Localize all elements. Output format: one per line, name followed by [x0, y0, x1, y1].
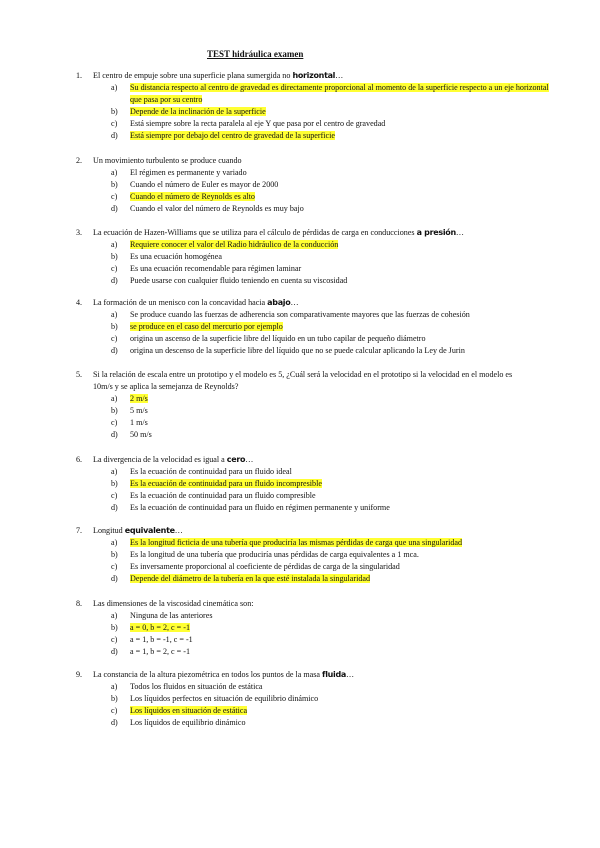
question-text: Si la relación de escala entre un prototipo y el modelo es 5, ¿Cuál será la velocidad en el prototipo si la velocidad en el modelo es 10m/s y se aplica la semejanza de Reynolds? — [93, 370, 513, 391]
question-text: La formación de un menisco con la concavidad hacia — [93, 298, 268, 307]
answer-option — [0, 502, 600, 514]
option-letter: a) — [111, 538, 118, 547]
option-letter: d) — [111, 276, 118, 285]
option-text: Puede usarse con cualquier fluido teniendo en cuenta su viscosidad — [130, 276, 348, 285]
option-letter: c) — [111, 562, 118, 571]
question-text: Las dimensiones de la viscosidad cinemática son: — [93, 599, 254, 608]
option-letter: c) — [111, 192, 118, 201]
answer-option — [0, 393, 600, 405]
option-list — [0, 537, 600, 585]
answer-option — [0, 561, 600, 573]
answer-option — [0, 490, 600, 502]
question-text: El centro de empuje sobre una superficie plana sumergida no — [93, 71, 293, 80]
option-letter: a) — [111, 310, 118, 319]
answer-option — [0, 321, 600, 333]
option-letter: a) — [111, 682, 118, 691]
answer-option — [0, 693, 600, 705]
answer-option — [0, 537, 600, 549]
answer-option — [0, 610, 600, 622]
option-letter: b) — [111, 550, 118, 559]
answer-option — [0, 179, 600, 191]
question-stem — [0, 155, 600, 167]
question-ellipsis: … — [455, 228, 464, 237]
option-text-highlighted: Es la longitud ficticia de una tubería que produciría las mismas pérdidas de carga que una singularidad — [130, 538, 463, 547]
question-number: 6. — [76, 455, 83, 464]
option-text: Es la ecuación de continuidad para un fluido ideal — [130, 467, 292, 476]
option-letter: b) — [111, 406, 118, 415]
option-text: origina un descenso de la superficie libre del líquido que no se puede calcular aplicando la Ley de Jurin — [130, 346, 465, 355]
option-letter: c) — [111, 334, 118, 343]
question-3 — [0, 227, 600, 287]
option-letter: a) — [111, 168, 118, 177]
option-letter: b) — [111, 694, 118, 703]
question-ellipsis: … — [174, 526, 183, 535]
question-ellipsis: … — [346, 670, 355, 679]
option-text: Cuando el valor del número de Reynolds es muy bajo — [130, 204, 304, 213]
question-stem — [0, 598, 600, 610]
question-keyword: cero — [226, 455, 246, 464]
question-4 — [0, 297, 600, 357]
option-text: Es una ecuación homogénea — [130, 252, 222, 261]
option-letter: b) — [111, 623, 118, 632]
option-letter: d) — [111, 430, 118, 439]
option-text: a = 1, b = 2, c = -1 — [130, 647, 190, 656]
option-text-highlighted: Depende del diámetro de la tubería en la que esté instalada la singularidad — [130, 574, 371, 583]
option-letter: d) — [111, 346, 118, 355]
answer-option — [0, 681, 600, 693]
question-number: 1. — [76, 71, 83, 80]
option-letter: b) — [111, 322, 118, 331]
answer-option — [0, 417, 600, 429]
question-number: 9. — [76, 670, 83, 679]
option-text: Ninguna de las anteriores — [130, 611, 213, 620]
question-1 — [0, 70, 600, 142]
answer-option — [0, 130, 600, 142]
answer-option — [0, 251, 600, 263]
question-5 — [0, 369, 600, 441]
option-letter: d) — [111, 204, 118, 213]
question-text: Un movimiento turbulento se produce cuando — [93, 156, 242, 165]
option-text: Es la ecuación de continuidad para un fluido compresible — [130, 491, 316, 500]
option-text-highlighted: a = 0, b = 2, c = -1 — [130, 623, 190, 632]
option-text: 5 m/s — [130, 406, 148, 415]
question-text: La constancia de la altura piezométrica en todos los puntos de la masa — [93, 670, 323, 679]
option-letter: a) — [111, 394, 118, 403]
option-text: origina un ascenso de la superficie libre del líquido en un tubo capilar de pequeño diámetro — [130, 334, 426, 343]
option-letter: b) — [111, 180, 118, 189]
option-text-highlighted: Es la ecuación de continuidad para un fluido incompresible — [130, 479, 322, 488]
option-letter: c) — [111, 418, 118, 427]
question-8 — [0, 598, 600, 658]
option-text: Es la ecuación de continuidad para un fluido en régimen permanente y uniforme — [130, 503, 390, 512]
option-text: a = 1, b = -1, c = -1 — [130, 635, 193, 644]
answer-option — [0, 239, 600, 251]
option-letter: c) — [111, 264, 118, 273]
question-keyword: equivalente — [124, 526, 175, 535]
option-letter: a) — [111, 83, 118, 92]
answer-option — [0, 309, 600, 321]
answer-option — [0, 429, 600, 441]
answer-option — [0, 263, 600, 275]
answer-option — [0, 466, 600, 478]
option-letter: a) — [111, 467, 118, 476]
option-text: Los líquidos perfectos en situación de equilibrio dinámico — [130, 694, 319, 703]
option-letter: d) — [111, 503, 118, 512]
option-list — [0, 239, 600, 287]
option-letter: b) — [111, 479, 118, 488]
option-text: Es la longitud de una tubería que produciría unas pérdidas de carga equivalentes a 1 mca. — [130, 550, 419, 559]
question-ellipsis: … — [335, 71, 344, 80]
option-text: Se produce cuando las fuerzas de adherencia son comparativamente mayores que las fuerzas de cohesión — [130, 310, 470, 319]
answer-option — [0, 333, 600, 345]
option-list — [0, 610, 600, 658]
option-letter: a) — [111, 611, 118, 620]
question-ellipsis: … — [245, 455, 254, 464]
option-text-highlighted: Cuando el número de Reynolds es alto — [130, 192, 255, 201]
option-text: 50 m/s — [130, 430, 152, 439]
option-text: Es una ecuación recomendable para régimen laminar — [130, 264, 302, 273]
option-list — [0, 309, 600, 357]
option-letter: c) — [111, 706, 118, 715]
question-number: 5. — [76, 370, 83, 379]
option-text: El régimen es permanente y variado — [130, 168, 247, 177]
answer-option — [0, 82, 600, 106]
answer-option — [0, 118, 600, 130]
question-stem — [0, 70, 600, 82]
answer-option — [0, 275, 600, 287]
question-text: La ecuación de Hazen-Williams que se utiliza para el cálculo de pérdidas de carga en conducciones — [93, 228, 417, 237]
option-text-highlighted: se produce en el caso del mercurio por ejemplo — [130, 322, 283, 331]
question-text: La divergencia de la velocidad es igual a — [93, 455, 227, 464]
question-number: 7. — [76, 526, 83, 535]
option-letter: d) — [111, 574, 118, 583]
question-number: 8. — [76, 599, 83, 608]
option-list — [0, 466, 600, 514]
answer-option — [0, 573, 600, 585]
option-text-highlighted: Está siempre por debajo del centro de gravedad de la superficie — [130, 131, 335, 140]
option-letter: c) — [111, 491, 118, 500]
question-2 — [0, 155, 600, 215]
answer-option — [0, 191, 600, 203]
option-text-highlighted: Depende de la inclinación de la superficie — [130, 107, 266, 116]
answer-option — [0, 549, 600, 561]
answer-option — [0, 345, 600, 357]
question-stem — [0, 297, 600, 309]
option-text-highlighted: Los líquidos en situación de estática — [130, 706, 248, 715]
option-letter: c) — [111, 119, 118, 128]
question-9 — [0, 669, 600, 729]
option-list — [0, 393, 600, 441]
answer-option — [0, 106, 600, 118]
question-stem — [0, 454, 600, 466]
question-stem — [0, 369, 600, 393]
answer-option — [0, 634, 600, 646]
answer-option — [0, 203, 600, 215]
option-text-highlighted: Su distancia respecto al centro de gravedad es directamente proporcional al momento de la superficie respecto a un eje horizontal que pasa por su centro — [130, 83, 549, 104]
option-text-highlighted: 2 m/s — [130, 394, 148, 403]
option-letter: b) — [111, 252, 118, 261]
option-letter: b) — [111, 107, 118, 116]
answer-option — [0, 478, 600, 490]
option-letter: c) — [111, 635, 118, 644]
option-text: Los líquidos de equilibrio dinámico — [130, 718, 246, 727]
option-list — [0, 167, 600, 215]
question-7 — [0, 525, 600, 585]
question-number: 4. — [76, 298, 83, 307]
question-keyword: a presión — [416, 228, 456, 237]
question-stem — [0, 669, 600, 681]
question-keyword: fluida — [322, 670, 347, 679]
question-6 — [0, 454, 600, 514]
question-keyword: horizontal — [292, 71, 336, 80]
answer-option — [0, 622, 600, 634]
answer-option — [0, 705, 600, 717]
question-ellipsis: … — [290, 298, 299, 307]
answer-option — [0, 405, 600, 417]
option-letter: d) — [111, 131, 118, 140]
option-text: Cuando el número de Euler es mayor de 2000 — [130, 180, 279, 189]
option-letter: a) — [111, 240, 118, 249]
option-text: Todos los fluidos en situación de estática — [130, 682, 263, 691]
option-text: Es inversamente proporcional al coeficiente de pérdidas de carga de la singularidad — [130, 562, 400, 571]
option-text: Está siempre sobre la recta paralela al eje Y que pasa por el centro de gravedad — [130, 119, 386, 128]
question-stem — [0, 525, 600, 537]
page-title: TEST hidráulica examen — [207, 49, 304, 59]
answer-option — [0, 717, 600, 729]
question-stem — [0, 227, 600, 239]
option-letter: d) — [111, 647, 118, 656]
option-letter: d) — [111, 718, 118, 727]
option-list — [0, 681, 600, 729]
question-number: 3. — [76, 228, 83, 237]
option-list — [0, 82, 600, 142]
answer-option — [0, 646, 600, 658]
option-text-highlighted: Requiere conocer el valor del Radio hidráulico de la conducción — [130, 240, 339, 249]
question-text: Longitud — [93, 526, 125, 535]
answer-option — [0, 167, 600, 179]
question-keyword: abajo — [267, 298, 291, 307]
question-number: 2. — [76, 156, 83, 165]
option-text: 1 m/s — [130, 418, 148, 427]
